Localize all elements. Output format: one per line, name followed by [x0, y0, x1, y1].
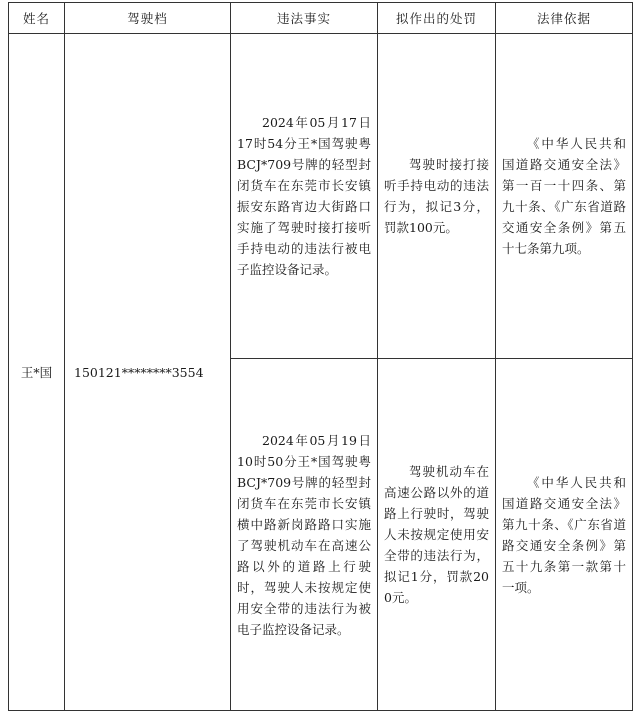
violation-basis-cell — [496, 34, 633, 359]
violation-row — [9, 34, 633, 359]
header-row — [9, 3, 633, 34]
violation-fact-cell — [231, 359, 378, 711]
violation-penalty: 驾驶时接打接听手持电动的违法行为，拟记3分，罚款100元。 — [384, 157, 489, 235]
violation-basis: 《中华人民共和国道路交通安全法》第一百一十四条、第九十条、《广东省道路交通安全条例》第五十七条第九项。 — [502, 136, 626, 256]
header-name: 姓名 — [9, 3, 65, 34]
license-number: 150121********3554 — [65, 34, 231, 711]
violation-basis-cell — [496, 359, 633, 711]
header-license: 驾驶档 — [65, 3, 231, 34]
violation-fact-cell — [231, 34, 378, 359]
header-basis: 法律依据 — [496, 3, 633, 34]
violation-penalty: 驾驶机动车在高速公路以外的道路上行驶时，驾驶人未按规定使用安全带的违法行为，拟记1分，罚款200元。 — [384, 464, 489, 605]
violation-fact: 2024年05月17日17时54分王*国驾驶粤BCJ*709号牌的轻型封闭货车在东莞市长安镇振安东路宵边大街路口实施了驾驶时接打接听手持电动的违法行被电子监控设备记录。 — [237, 115, 371, 277]
person-name: 王*国 — [9, 34, 65, 711]
header-fact: 违法事实 — [231, 3, 378, 34]
header-penalty: 拟作出的处罚 — [378, 3, 496, 34]
violation-penalty-cell — [378, 359, 496, 711]
violation-penalty-cell — [378, 34, 496, 359]
violation-fact: 2024年05月19日10时50分王*国驾驶粤BCJ*709号牌的轻型封闭货车在东莞市长安镇横中路新岗路路口实施了驾驶机动车在高速公路以外的道路上行驶时，驾驶人未按规定使用安全带的违法行为被电子监控设备记录。 — [237, 432, 371, 637]
violation-basis: 《中华人民共和国道路交通安全法》第九十条、《广东省道路交通安全条例》第五十九条第一款第十一项。 — [502, 474, 626, 595]
violation-table — [8, 2, 633, 711]
